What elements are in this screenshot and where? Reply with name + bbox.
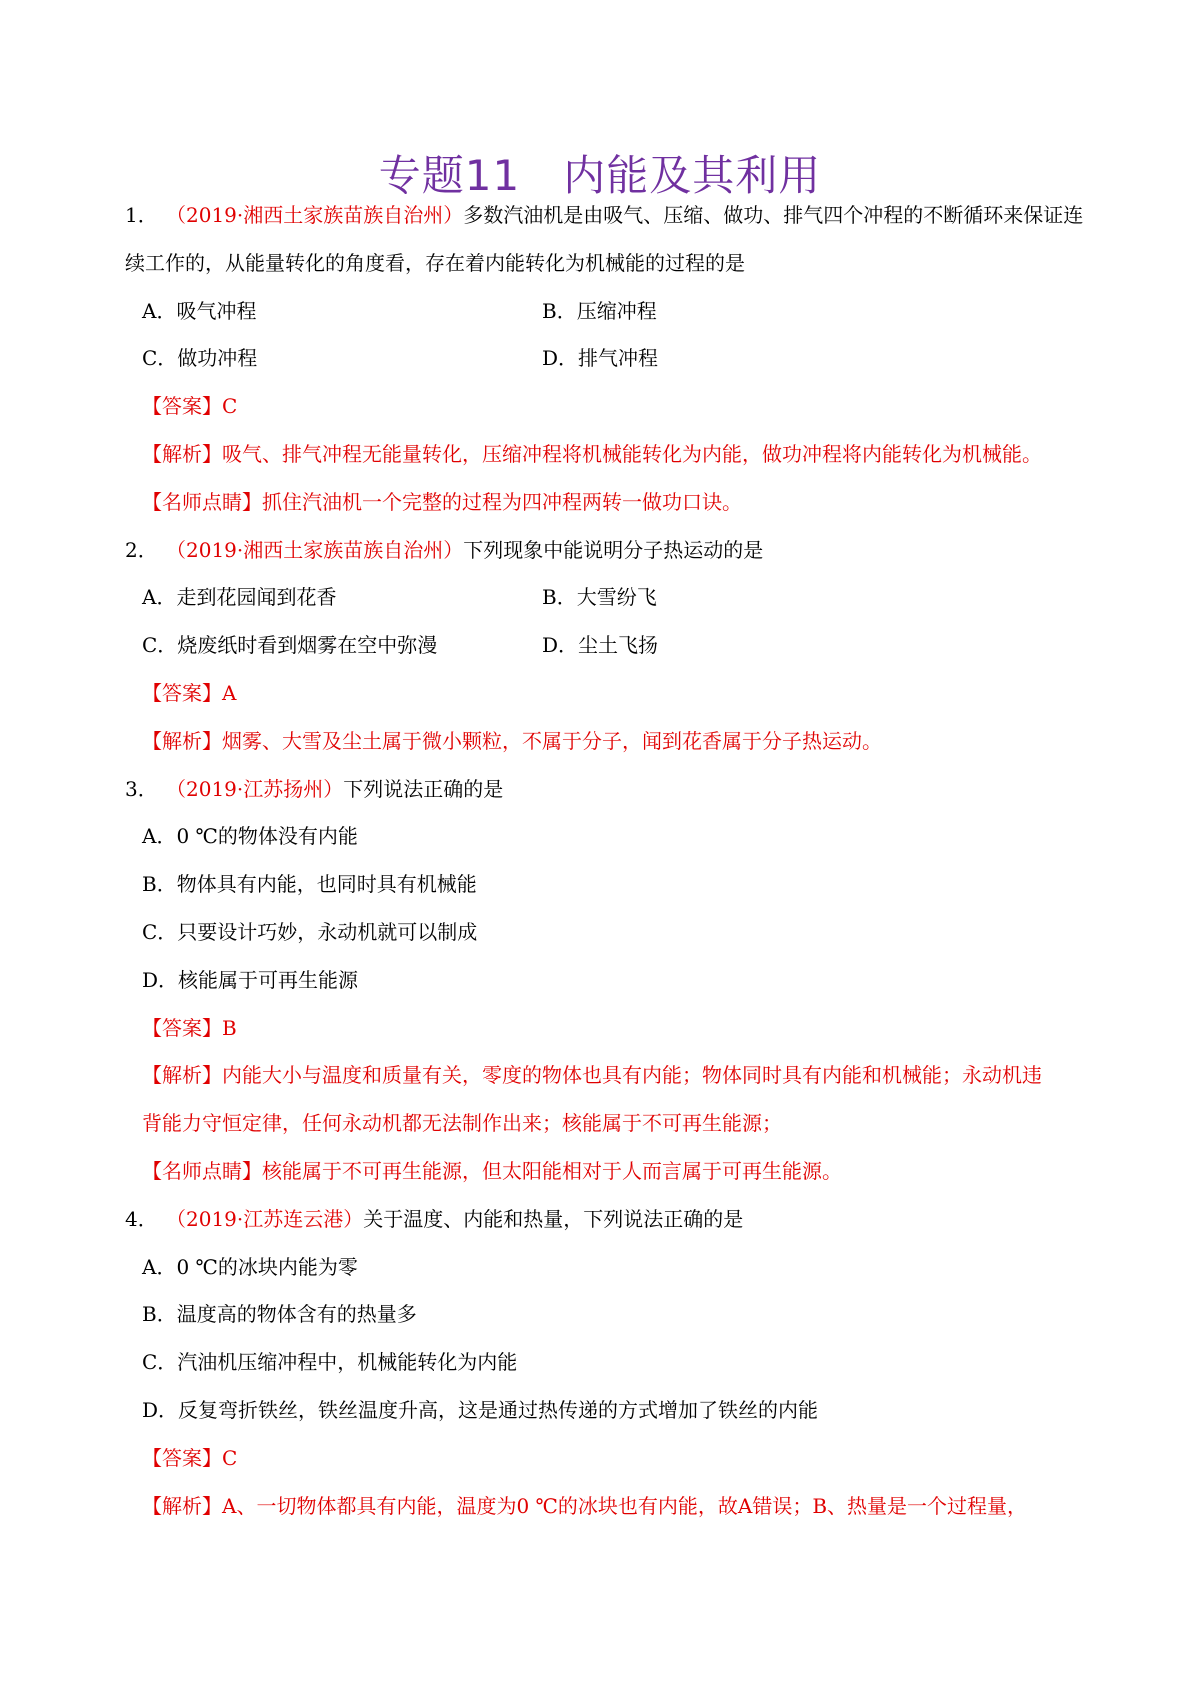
analysis-text-continued: 背能力守恒定律，任何永动机都无法制作出来；核能属于不可再生能源；: [142, 1111, 782, 1136]
question-text: 关于温度、内能和热量，下列说法正确的是: [363, 1206, 744, 1231]
question-number: 3．: [125, 776, 158, 801]
question-source: （2019·湘西土家族苗族自治州）: [166, 537, 464, 562]
option-b: B．物体具有内能，也同时具有机械能: [142, 872, 477, 897]
option-b: B．温度高的物体含有的热量多: [142, 1302, 417, 1327]
answer-text: 【答案】C: [142, 394, 238, 419]
option-c: C．汽油机压缩冲程中，机械能转化为内能: [142, 1350, 518, 1375]
option-d: D．反复弯折铁丝，铁丝温度升高，这是通过热传递的方式增加了铁丝的内能: [142, 1397, 819, 1422]
question-stem: [125, 766, 1105, 814]
option-c: C．做功冲程: [142, 346, 258, 371]
question-4: [125, 1196, 1105, 1531]
option-row: [125, 288, 1105, 336]
question-text: 下列说法正确的是: [343, 776, 504, 801]
question-text: 多数汽油机是由吸气、压缩、做功、排气四个冲程的不断循环来保证连: [463, 203, 1084, 227]
question-stem: [125, 527, 1105, 575]
question-2: [125, 527, 1105, 766]
page-title: 专题11 内能及其利用: [378, 151, 822, 200]
option-row: [125, 335, 1105, 383]
option-b: B．压缩冲程: [542, 298, 657, 323]
option-c: C．只要设计巧妙，永动机就可以制成: [142, 919, 478, 944]
question-number: 4．: [125, 1206, 158, 1231]
question-stem: [125, 192, 1105, 240]
question-source: （2019·湘西土家族苗族自治州）: [166, 203, 464, 227]
analysis-text: 【解析】烟雾、大雪及尘土属于微小颗粒，不属于分子，闻到花香属于分子热运动。: [142, 728, 882, 753]
question-number: 2．: [125, 537, 158, 562]
question-3: [125, 766, 1105, 1196]
option-row: [125, 622, 1105, 670]
option-a: A．走到花园闻到花香: [142, 585, 337, 610]
teacher-tip-text: 【名师点睛】抓住汽油机一个完整的过程为四冲程两转一做功口诀。: [142, 489, 742, 514]
answer-text: 【答案】A: [142, 680, 237, 705]
option-d: D．核能属于可再生能源: [142, 967, 359, 992]
option-b: B．大雪纷飞: [542, 585, 657, 610]
question-source: （2019·江苏连云港）: [166, 1206, 364, 1231]
option-a: A．0 ℃的冰块内能为零: [142, 1254, 358, 1279]
question-text: 下列现象中能说明分子热运动的是: [463, 537, 764, 562]
question-text-continued: 续工作的，从能量转化的角度看，存在着内能转化为机械能的过程的是: [125, 250, 745, 275]
question-number: 1．: [125, 203, 158, 227]
option-a: A．吸气冲程: [142, 298, 257, 323]
option-d: D．尘土飞扬: [542, 633, 659, 658]
analysis-text: 【解析】吸气、排气冲程无能量转化，压缩冲程将机械能转化为内能，做功冲程将内能转化为机械能。: [142, 441, 1042, 466]
answer-text: 【答案】C: [142, 1445, 238, 1470]
option-d: D．排气冲程: [542, 346, 659, 371]
option-row: [125, 574, 1105, 622]
option-a: A．0 ℃的物体没有内能: [142, 824, 358, 849]
question-source: （2019·江苏扬州）: [166, 776, 344, 801]
answer-text: 【答案】B: [142, 1015, 237, 1040]
analysis-text: 【解析】内能大小与温度和质量有关，零度的物体也具有内能；物体同时具有内能和机械能；永动机违: [142, 1063, 1042, 1088]
teacher-tip-text: 【名师点睛】核能属于不可再生能源，但太阳能相对于人而言属于可再生能源。: [142, 1158, 842, 1183]
analysis-text: 【解析】A、一切物体都具有内能，温度为0 ℃的冰块也有内能，故A错误；B、热量是一个过程量，: [142, 1493, 1028, 1518]
question-stem: [125, 1196, 1105, 1244]
option-c: C．烧废纸时看到烟雾在空中弥漫: [142, 633, 438, 658]
question-list: [125, 192, 1105, 1530]
question-1: [125, 192, 1105, 527]
